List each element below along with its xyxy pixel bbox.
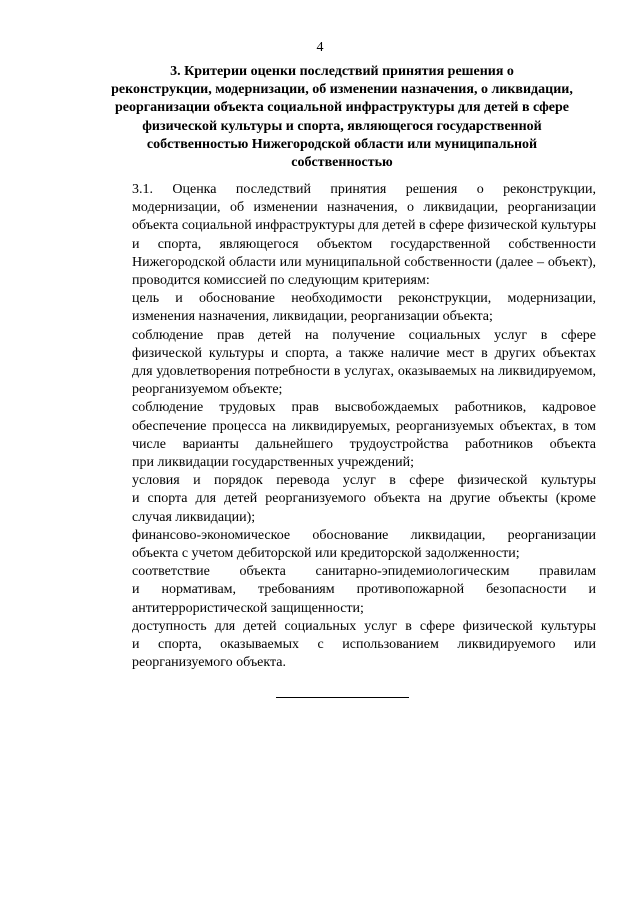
text-line: Нижегородской области или муниципальной собственности (далее – объект),	[132, 254, 596, 270]
text-line: соблюдение трудовых прав высвобождаемых работников, кадровое	[132, 400, 596, 416]
text-line: и спорта для детей реорганизуемого объекта на другие объекты (кроме	[132, 491, 596, 507]
heading-line: собственностью	[291, 155, 393, 171]
text-line: 3.1. Оценка последствий принятия решения о реконструкции,	[132, 182, 596, 197]
text-line: проводится комиссией по следующим критериям:	[132, 273, 430, 289]
document-body	[88, 181, 596, 672]
text-line: при ликвидации государственных учреждений;	[132, 455, 415, 471]
text-line: условия и порядок перевода услуг в сфере физической культуры	[132, 473, 596, 489]
text-line: обеспечение процесса на ликвидируемых, реорганизуемых объектах, в том	[132, 418, 596, 434]
heading-line: реорганизации объекта социальной инфраструктуры для детей в сфере	[114, 100, 569, 116]
heading-line: физической культуры и спорта, являющегося государственной	[142, 118, 542, 134]
text-line: доступность для детей социальных услуг в сфере физической культуры	[132, 618, 596, 634]
criterion-accessibility	[88, 618, 596, 673]
heading-line: 3. Критерии оценки последствий принятия решения о	[170, 64, 514, 79]
criterion-children-rights	[88, 327, 596, 400]
criterion-purpose	[88, 290, 596, 326]
text-line: финансово-экономическое обоснование ликвидации, реорганизации	[132, 527, 596, 543]
criterion-labor-rights	[88, 399, 596, 472]
criterion-compliance	[88, 563, 596, 618]
text-line: случая ликвидации);	[132, 509, 256, 525]
text-line: объекта с учетом дебиторской или кредиторской задолженности;	[132, 546, 520, 562]
page-number: 4	[316, 40, 324, 55]
section-heading	[88, 63, 596, 172]
text-line: объекта социальной инфраструктуры для детей в сфере физической культуры	[132, 218, 597, 234]
text-line: реорганизуемого объекта.	[132, 655, 287, 671]
text-line: для удовлетворения потребности в услугах, оказываемых на ликвидируемом,	[132, 364, 596, 380]
text-line: модернизации, об изменении назначения, о ликвидации, реорганизации	[132, 200, 596, 216]
criterion-service-transfer	[88, 472, 596, 527]
heading-line: реконструкции, модернизации, об изменении назначения, о ликвидации,	[111, 82, 573, 98]
text-line: соответствие объекта санитарно-эпидемиологическим правилам	[132, 564, 596, 580]
text-line: физической культуры и спорта, а также наличие мест в других объектах	[132, 345, 596, 361]
criterion-financial	[88, 527, 596, 563]
text-line: и спорта, являющегося объектом государственной собственности	[132, 236, 596, 252]
text-line: реорганизуемом объекте;	[132, 382, 283, 398]
text-line: изменения назначения, ликвидации, реорганизации объекта;	[132, 309, 493, 325]
paragraph-3-1	[88, 181, 596, 290]
text-line: цель и обоснование необходимости реконструкции, модернизации,	[132, 291, 596, 307]
heading-line: собственностью Нижегородской области или муниципальной	[146, 136, 538, 152]
text-line: антитеррористической защищенности;	[132, 600, 364, 616]
text-line: и нормативам, требованиям противопожарной безопасности и	[132, 582, 596, 598]
text-line: и спорта, оказываемых с использованием ликвидируемого или	[132, 637, 596, 653]
text-line: числе варианты дальнейшего трудоустройства работников объекта	[132, 436, 596, 452]
end-divider-line	[276, 697, 409, 698]
text-line: соблюдение прав детей на получение социальных услуг в сфере	[132, 327, 596, 343]
